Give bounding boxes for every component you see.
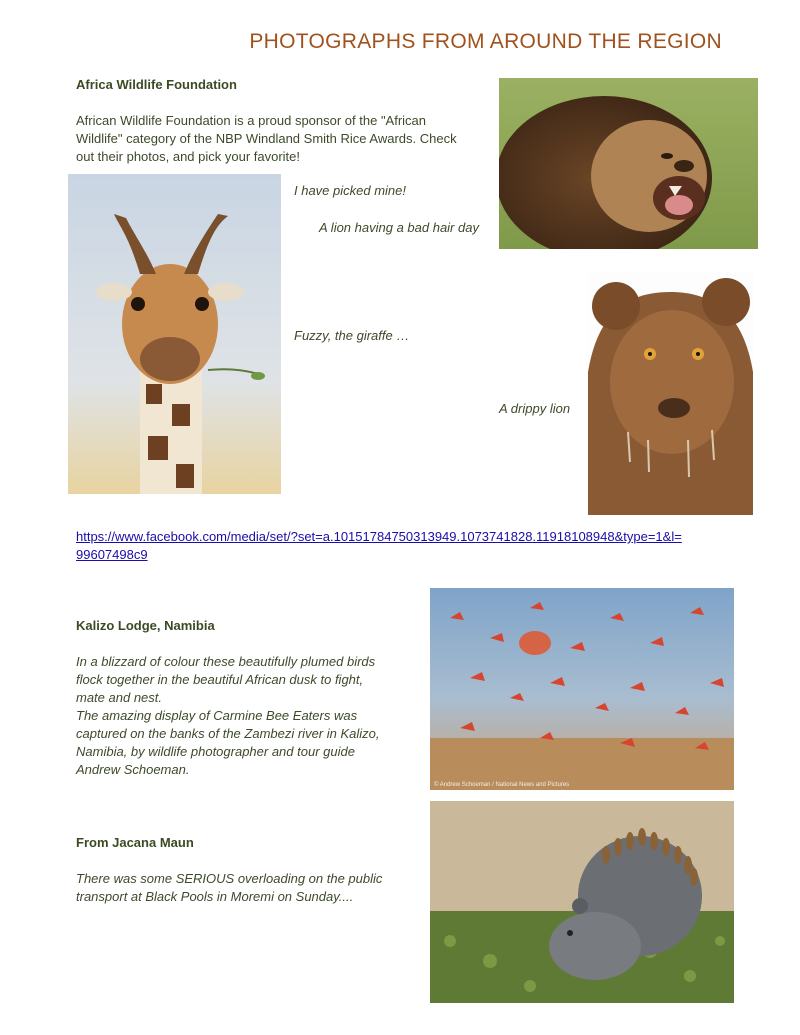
kalizo-line-5: captured on the banks of the Zambezi river in Kalizo, — [76, 726, 380, 741]
awf-line-1: African Wildlife Foundation is a proud sponsor of the "African — [76, 113, 427, 128]
carmine-bee-eaters-photo — [430, 588, 734, 790]
jacana-heading: From Jacana Maun — [76, 835, 194, 850]
kalizo-line-4: The amazing display of Carmine Bee Eaters was — [76, 708, 358, 723]
kalizo-line-2: flock together in the beautiful African dusk to fight, — [76, 672, 364, 687]
jacana-line-2: transport at Black Pools in Moremi on Sunday.... — [76, 889, 354, 904]
kalizo-line-6: Namibia, by wildlife photographer and tour guide — [76, 744, 355, 759]
bee-eaters-photo-credit: © Andrew Schoeman / National News and Pictures — [434, 782, 570, 788]
drippy-lion-caption: A drippy lion — [499, 401, 571, 416]
picked-caption: I have picked mine! — [294, 183, 407, 198]
facebook-link-line-2[interactable]: 99607498c9 — [76, 547, 148, 562]
jacana-line-1: There was some SERIOUS overloading on the public — [76, 871, 383, 886]
jacana-paragraph — [76, 870, 416, 906]
kalizo-line-7: Andrew Schoeman. — [76, 762, 190, 777]
page-title: PHOTOGRAPHS FROM AROUND THE REGION — [249, 30, 722, 53]
hippo-with-birds-photo — [430, 801, 734, 1003]
wet-lion-photo — [588, 272, 753, 515]
awf-line-3: out their photos, and pick your favorite! — [76, 149, 301, 164]
kalizo-heading: Kalizo Lodge, Namibia — [76, 618, 215, 633]
facebook-link-line-1[interactable]: https://www.facebook.com/media/set/?set=a.10151784750313949.1073741828.11918108948&type=1&l= — [76, 529, 682, 544]
giraffe-photo — [68, 174, 281, 494]
kalizo-paragraph — [76, 653, 416, 779]
lion-caption: A lion having a bad hair day — [319, 220, 479, 235]
awf-line-2: Wildlife" category of the NBP Windland Smith Rice Awards. Check — [76, 131, 457, 146]
facebook-link[interactable] — [76, 528, 736, 564]
kalizo-line-1: In a blizzard of colour these beautifully plumed birds — [76, 654, 376, 669]
awf-heading: Africa Wildlife Foundation — [76, 77, 237, 92]
awf-paragraph — [76, 112, 496, 166]
roaring-lion-photo — [499, 78, 758, 249]
kalizo-line-3: mate and nest. — [76, 690, 162, 705]
giraffe-caption: Fuzzy, the giraffe … — [294, 328, 410, 343]
